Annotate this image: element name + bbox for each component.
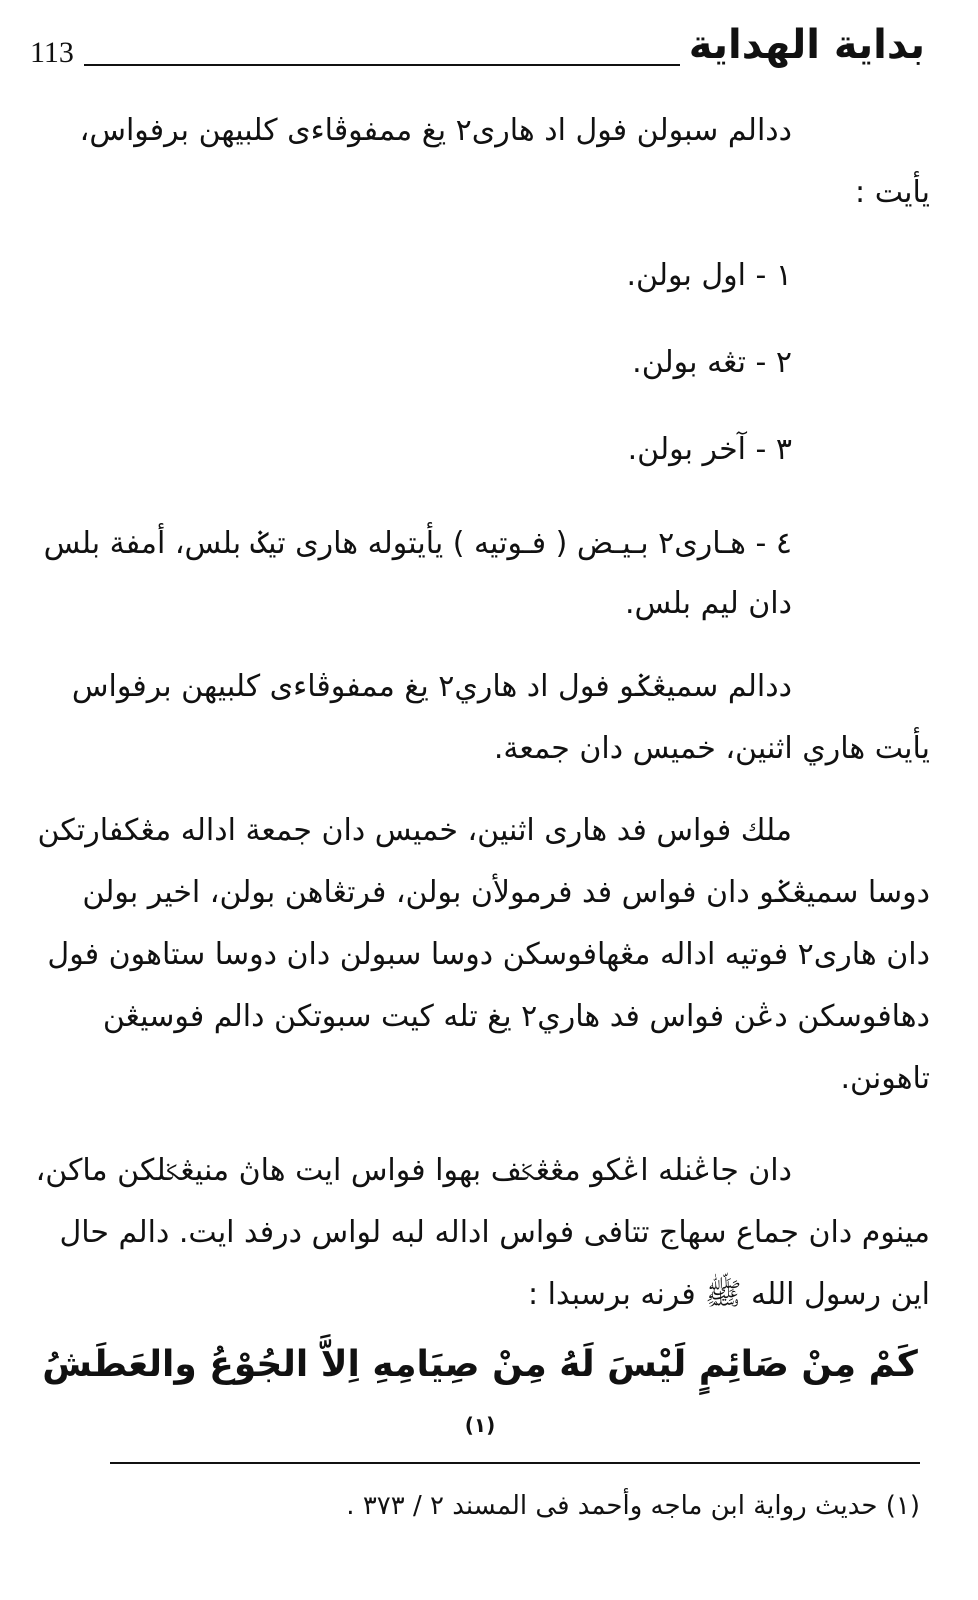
footnote-mark: (١) [464, 1413, 496, 1437]
list-item: ٤ - هـارى٢ بـيـض ( فـوتيه ) يأيتوله هارى تيݢ بلس، أمفة بلس دان ليم بلس. [43, 526, 792, 621]
hadith-quote [30, 1335, 930, 1464]
paragraph-1-text: ددالم سبولن فول اد هارى٢ يغ ممفوڤاءى كلبيهن برفواس، يأيت : [79, 113, 930, 210]
list-item: ٢ - تڠه بولن. [632, 345, 792, 380]
list-item: ١ - اول بولن. [626, 258, 792, 293]
book-title: بداية الهداية [688, 22, 925, 68]
footnote: (١) حديث رواية ابن ماجه وأحمد فى المسند ٢ / ٣٧٣ . [346, 1491, 920, 1521]
hadith-text: كَمْ مِنْ صَائِمٍ لَيْسَ لَهُ مِنْ صِيَامِهِ اِلاَّ الجُوْعُ والعَطَشُ [42, 1344, 918, 1385]
paragraph-2-text: ددالم سميڠݢو فول اد هاري٢ يغ ممفوڤاءى كلبيهن برفواس يأيت هاري اثنين، خميس دان جمعة. [71, 669, 930, 766]
page-number: 113 [30, 36, 74, 69]
page-header [30, 22, 935, 82]
paragraph-4-text: دان جاڠنله اڠكو مڠڠݢف بهوا فواس ايت هاڽ منيڠݢلكن ماكن، مينوم دان جماع سهاج تتافى فواس اداله لبه لواس درفد ايت. دالم حال اين رسول الله ﷺ فرنه برسبدا : [35, 1153, 930, 1312]
paragraph-1 [30, 100, 930, 224]
footnote-rule [110, 1462, 920, 1464]
header-rule [84, 64, 680, 66]
paragraph-2 [30, 656, 930, 780]
paragraph-4 [30, 1140, 930, 1326]
list-item: ٣ - آخر بولن. [627, 432, 792, 467]
paragraph-3 [30, 800, 930, 1110]
paragraph-3-text: ملك فواس فد هارى اثنين، خميس دان جمعة اداله مڠكفارتكن دوسا سميڠݢو دان فواس فد فرمولأن بولن، فرتڠاهن بولن، اخير بولن دان هارى٢ فوتيه اداله مڠهافوسكن دوسا سبولن دان دوسا ستاهون فول دهافوسكن دڠن فواس فد هاري٢ يغ تله كيت سبوتكن دالم فوسيڠن تاهونن. [37, 813, 930, 1096]
